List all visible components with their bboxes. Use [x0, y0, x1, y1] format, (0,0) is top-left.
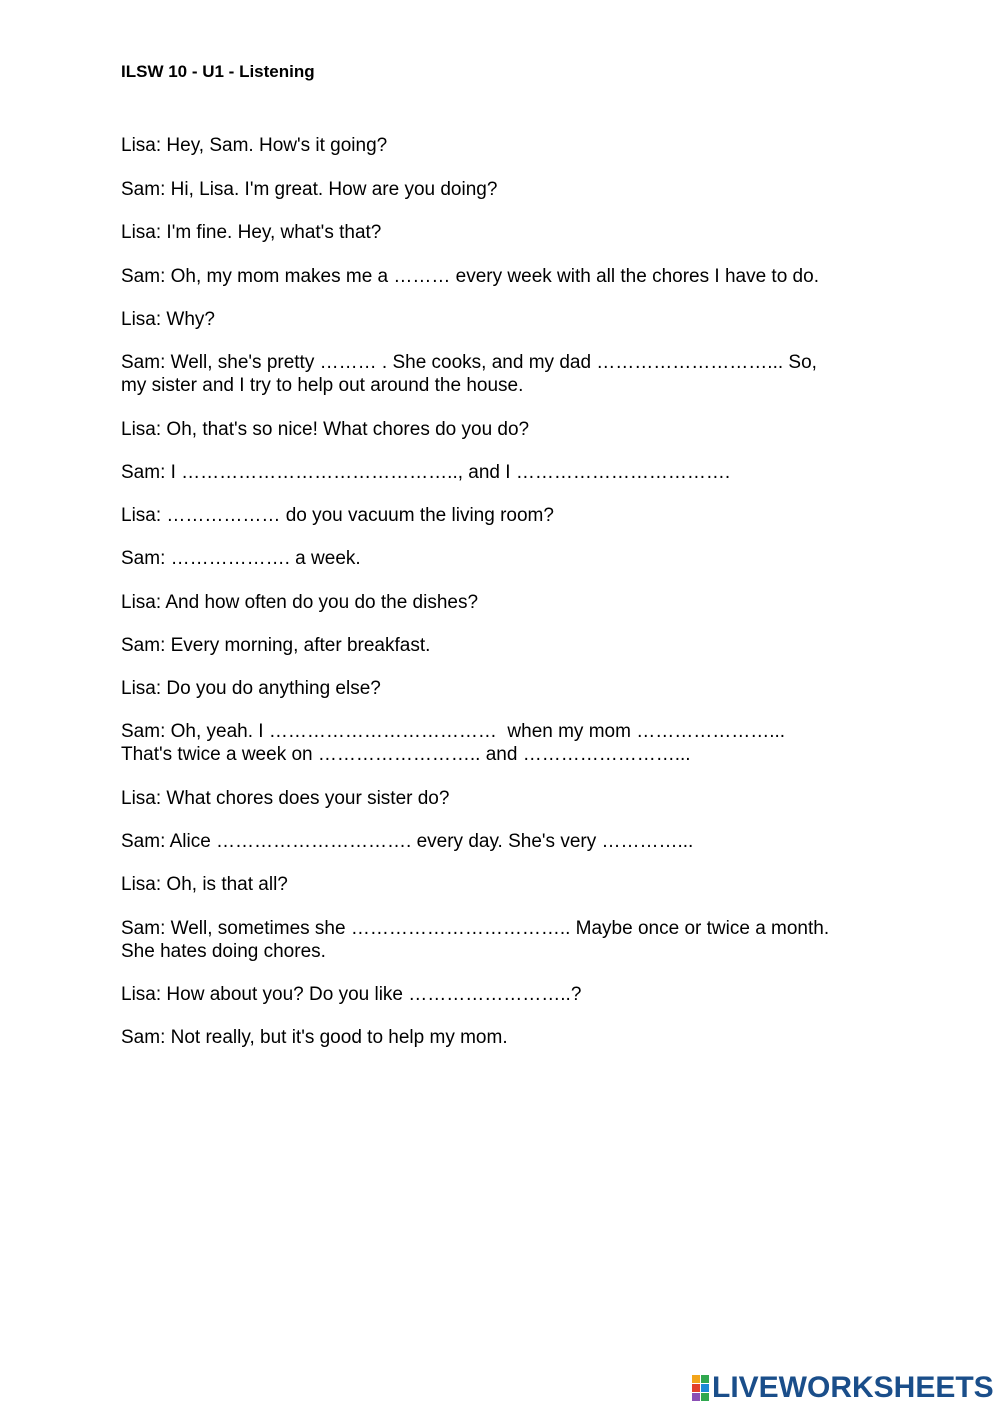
- logo-block-6: [701, 1393, 709, 1401]
- logo-block-v: [692, 1384, 700, 1392]
- dialogue-line-6: Sam: Well, she's pretty ……… . She cooks, and my dad ………………………... So, my sister and I try to help out around the house.: [121, 352, 817, 396]
- document-title: ILSW 10 - U1 - Listening: [121, 62, 315, 81]
- dialogue-line-20: Sam: Not really, but it's good to help my mom.: [121, 1027, 508, 1048]
- dialogue-line-8: Sam: I …………………………………….., and I …………………………….: [121, 462, 731, 483]
- logo-block-l: [692, 1375, 700, 1383]
- logo-text: LIVEWORKSHEETS: [712, 1371, 994, 1404]
- dialogue-line-4: Sam: Oh, my mom makes me a ……… every week with all the chores I have to do.: [121, 266, 819, 287]
- logo-block-5: [692, 1393, 700, 1401]
- dialogue-line-1: Lisa: Hey, Sam. How's it going?: [121, 135, 388, 156]
- dialogue-line-5: Lisa: Why?: [121, 309, 215, 330]
- dialogue-line-17: Lisa: Oh, is that all?: [121, 874, 288, 895]
- logo-block-i: [701, 1375, 709, 1383]
- dialogue-line-15: Lisa: What chores does your sister do?: [121, 788, 450, 809]
- logo-mark-icon: [692, 1375, 709, 1401]
- dialogue-line-9: Lisa: ……………… do you vacuum the living room?: [121, 505, 554, 526]
- liveworksheets-logo: [692, 1370, 994, 1406]
- dialogue-line-10: Sam: ………………. a week.: [121, 548, 361, 569]
- dialogue-line-14: Sam: Oh, yeah. I ……………………………… when my mom …………………... That's twice a week on …………………….. and ……………………...: [121, 721, 786, 765]
- dialogue-line-11: Lisa: And how often do you do the dishes?: [121, 592, 479, 613]
- dialogue-line-13: Lisa: Do you do anything else?: [121, 678, 381, 699]
- dialogue-line-7: Lisa: Oh, that's so nice! What chores do you do?: [121, 419, 530, 440]
- dialogue-line-2: Sam: Hi, Lisa. I'm great. How are you doing?: [121, 179, 498, 200]
- dialogue-line-16: Sam: Alice …………………………. every day. She's very …………...: [121, 831, 694, 852]
- dialogue-line-3: Lisa: I'm fine. Hey, what's that?: [121, 222, 382, 243]
- dialogue-line-19: Lisa: How about you? Do you like ……………………..?: [121, 984, 582, 1005]
- dialogue-line-12: Sam: Every morning, after breakfast.: [121, 635, 431, 656]
- dialogue-line-18: Sam: Well, sometimes she …………………………….. Maybe once or twice a month. She hates doing chores.: [121, 918, 830, 962]
- logo-block-e: [701, 1384, 709, 1392]
